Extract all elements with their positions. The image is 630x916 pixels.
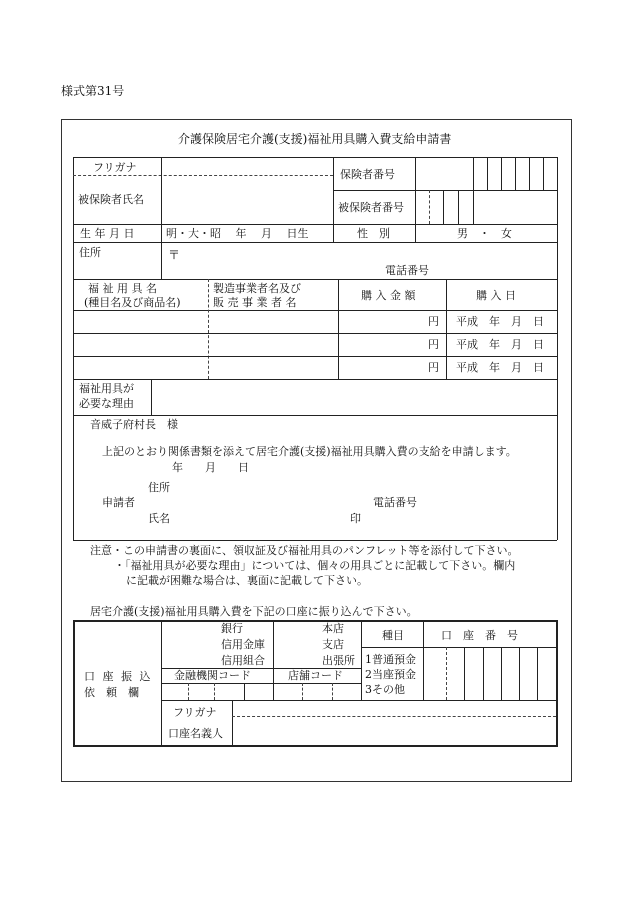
reason-field[interactable] [153, 380, 555, 414]
seal-mark: 印 [350, 512, 361, 525]
bank-section-label-2: 依 頼 欄 [84, 686, 139, 699]
holder-furigana-label: フリガナ [173, 706, 217, 719]
bank-section-label: 口 座 振 込 [84, 670, 153, 683]
insured-name-label: 被保険者氏名 [78, 193, 144, 206]
gender-value: 男 ・ 女 [457, 227, 512, 240]
account-type-2: 2当座預金 [365, 668, 416, 681]
purchase-date-header: 購 入 日 [476, 289, 516, 302]
insurer-number-label: 保険者番号 [340, 168, 395, 181]
insured-name-field[interactable] [162, 176, 332, 223]
account-holder-field[interactable] [234, 718, 554, 744]
gender-label: 性 別 [357, 227, 390, 240]
form-title: 介護保険居宅介護(支援)福祉用具購入費支給申請書 [178, 132, 452, 146]
address-label: 住所 [79, 246, 101, 259]
furigana-label: フリガナ [93, 161, 137, 174]
yen-unit: 円 [428, 338, 439, 351]
note-line-2: ・「福祉用具が必要な理由」については、個々の用具ごとに記載して下さい。欄内 [114, 559, 516, 572]
address-field[interactable] [180, 243, 550, 263]
purchase-date: 平成 年 月 日 [456, 315, 544, 328]
seller-header: 販 売 事 業 者 名 [213, 296, 297, 309]
bank-code-label: 金融機関コード [174, 669, 251, 682]
maker-header: 製造事業者名及び [213, 282, 301, 295]
bank-type-1: 銀行 [221, 622, 243, 635]
branch-type-3: 出張所 [322, 654, 355, 667]
purchase-date: 平成 年 月 日 [456, 361, 544, 374]
account-number-header: 口 座 番 号 [441, 629, 518, 642]
item-name-header: 福 祉 用 具 名 [88, 282, 157, 295]
applicant-label: 申請者 [102, 496, 135, 509]
application-statement: 上記のとおり関係書類を添えて居宅介護(支援)福祉用具購入費の支給を申請します。 [102, 445, 517, 458]
item-name-subheader: (種目名及び商品名) [84, 296, 181, 309]
bank-type-3: 信用組合 [221, 654, 265, 667]
branch-code-label: 店舗コード [288, 669, 343, 682]
amount-header: 購 入 金 額 [361, 289, 416, 302]
branch-type-1: 本店 [322, 622, 344, 635]
reason-label-2: 必要な理由 [79, 397, 134, 410]
birth-value: 明・大・昭 年 月 日生 [166, 227, 309, 240]
applicant-phone-label: 電話番号 [373, 496, 417, 509]
account-type-header: 種目 [382, 629, 404, 642]
applicant-name-label: 氏名 [148, 512, 170, 525]
yen-unit: 円 [428, 361, 439, 374]
bank-transfer-intro: 居宅介護(支援)福祉用具購入費を下記の口座に振り込んで下さい。 [90, 605, 418, 618]
reason-label: 福祉用具が [79, 382, 134, 395]
birth-label: 生 年 月 日 [80, 227, 135, 240]
furigana-field[interactable] [162, 158, 332, 174]
form-number: 様式第31号 [61, 84, 125, 98]
note-line-1: 注意・この申請書の裏面に、領収証及び福祉用具のパンフレット等を添付して下さい。 [90, 544, 519, 557]
insured-number-label: 被保険者番号 [338, 201, 404, 214]
phone-label: 電話番号 [385, 264, 429, 277]
account-type-1: 1普通預金 [365, 653, 416, 666]
account-type-3: 3その他 [365, 683, 405, 696]
note-line-3: に記載が困難な場合は、裏面に記載して下さい。 [126, 574, 368, 587]
yen-unit: 円 [428, 315, 439, 328]
applicant-address-label: 住所 [148, 481, 170, 494]
application-date: 年 月 日 [172, 461, 249, 474]
postal-mark: 〒 [168, 248, 181, 262]
branch-type-2: 支店 [322, 638, 344, 651]
purchase-date: 平成 年 月 日 [456, 338, 544, 351]
addressee: 音威子府村長 様 [90, 418, 178, 431]
account-holder-label: 口座名義人 [168, 727, 223, 740]
bank-type-2: 信用金庫 [221, 638, 265, 651]
